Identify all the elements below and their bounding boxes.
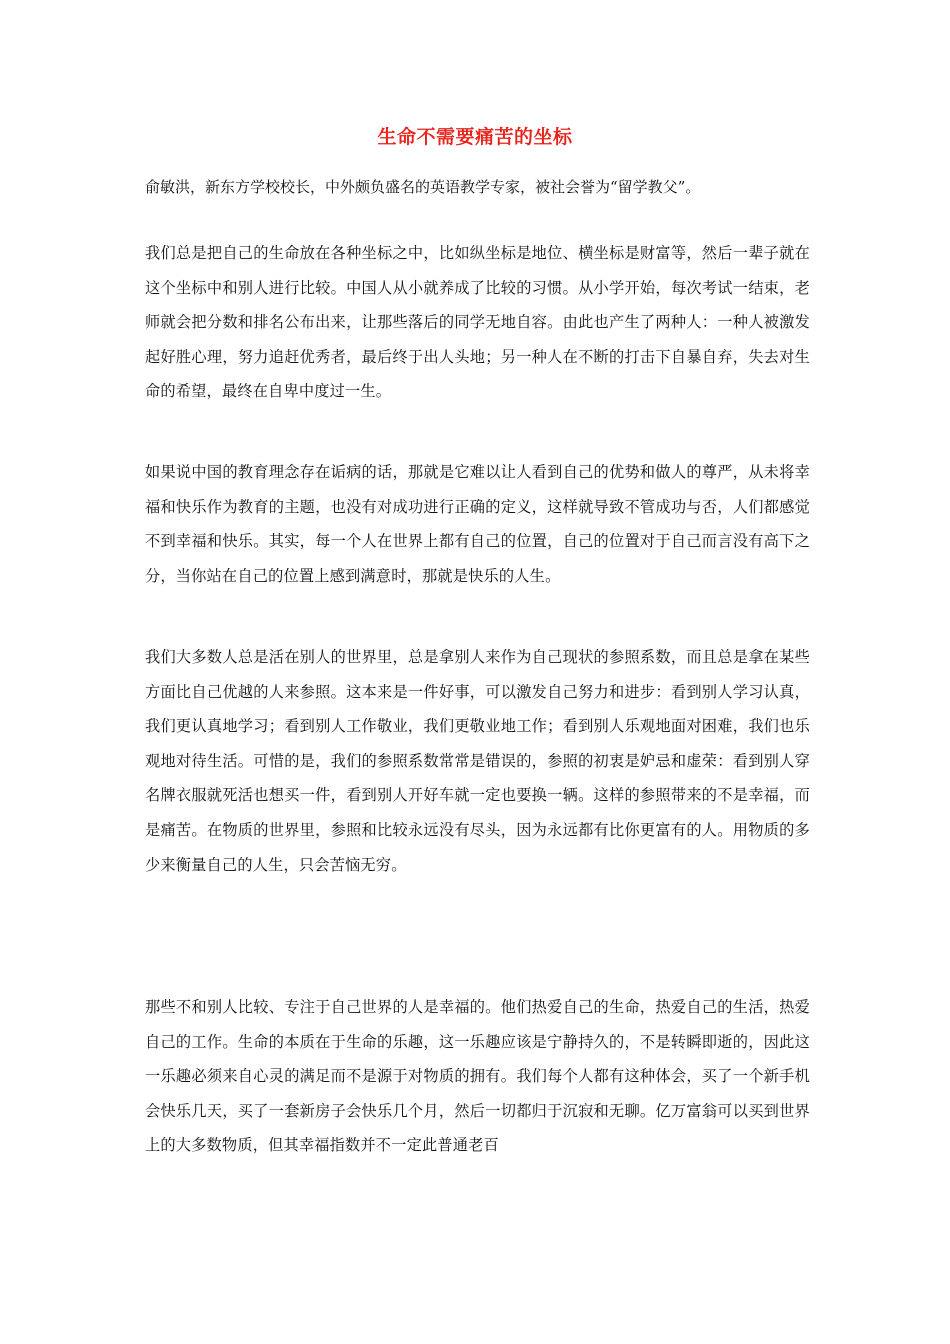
body-paragraph-2: 如果说中国的教育理念存在诟病的话，那就是它难以让人看到自己的优势和做人的尊严，从未将幸福和快乐作为教育的主题，也没有对成功进行正确的定义，这样就导致不管成功与否，人们都感觉不到幸福和快乐。其实，每一个人在世界上都有自己的位置，自己的位置对于自己而言没有高下之分，当你站在自己的位置上感到满意时，那就是快乐的人生。 bbox=[145, 463, 810, 585]
body-paragraph-4: 那些不和别人比较、专注于自己世界的人是幸福的。他们热爱自己的生命，热爱自己的生活，热爱自己的工作。生命的本质在于生命的乐趣，这一乐趣应该是宁静持久的，不是转瞬即逝的，因此这一乐趣必须来自心灵的满足而不是源于对物质的拥有。我们每个人都有这种体会，买了一个新手机会快乐几天，买了一套新房子会快乐几个月，然后一切都归于沉寂和无聊。亿万富翁可以买到世界上的大多数物质，但其幸福指数并不一定此普通老百 bbox=[145, 998, 810, 1155]
author-intro: 俞敏洪，新东方学校校长，中外颇负盛名的英语教学专家，被社会誉为“留学教父”。 bbox=[145, 178, 701, 196]
body-paragraph-1: 我们总是把自己的生命放在各种坐标之中，比如纵坐标是地位、横坐标是财富等，然后一辈子就在这个坐标中和别人进行比较。中国人从小就养成了比较的习惯。从小学开始，每次考试一结束，老师就会把分数和排名公布出来，让那些落后的同学无地自容。由此也产生了两种人：一种人被激发起好胜心理，努力追赶优秀者，最后终于出人头地；另一种人在不断的打击下自暴自弃，失去对生命的希望，最终在自卑中度过一生。 bbox=[145, 244, 810, 401]
document-title: 生命不需要痛苦的坐标 bbox=[377, 126, 573, 148]
body-paragraph-3: 我们大多数人总是活在别人的世界里，总是拿别人来作为自己现状的参照系数，而且总是拿在某些方面比自己优越的人来参照。这本来是一件好事，可以激发自己努力和进步：看到别人学习认真，我们更认真地学习；看到别人工作敬业，我们更敬业地工作；看到别人乐观地面对困难，我们也乐观地对待生活。可惜的是，我们的参照系数常常是错误的，参照的初衷是妒忌和虚荣：看到别人穿名牌衣服就死活也想买一件，看到别人开好车就一定也要换一辆。这样的参照带来的不是幸福，而是痛苦。在物质的世界里，参照和比较永远没有尽头，因为永远都有比你更富有的人。用物质的多少来衡量自己的人生，只会苦恼无穷。 bbox=[145, 648, 810, 874]
